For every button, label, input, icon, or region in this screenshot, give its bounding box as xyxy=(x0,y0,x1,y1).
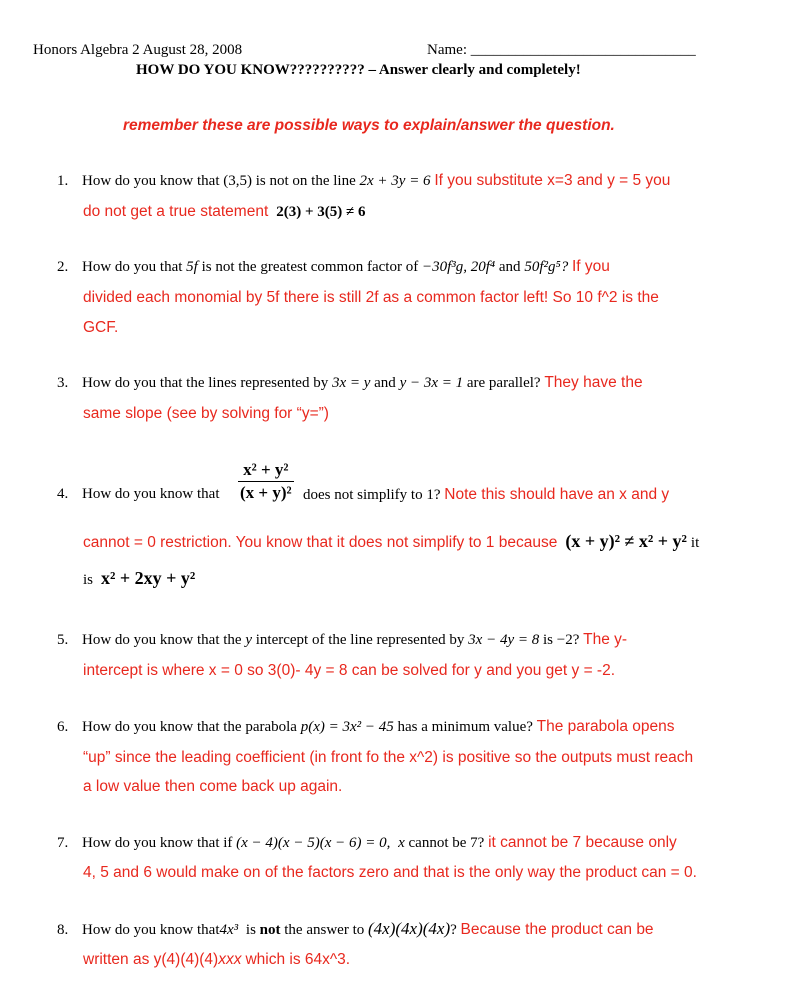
question-6 xyxy=(57,718,675,736)
y-variable: y xyxy=(245,632,252,648)
answer-1-continued xyxy=(83,203,366,221)
monomial-3: 50f²g⁵? xyxy=(524,259,569,275)
question-number: 7. xyxy=(57,835,69,851)
question-text: How do you that xyxy=(82,259,183,275)
question-3 xyxy=(57,374,643,392)
answer-line-1: Note this should have an x and y xyxy=(444,486,670,503)
monomial-2: 20f⁴ xyxy=(470,259,496,275)
question-text-2: the answer to xyxy=(284,922,365,938)
question-number: 8. xyxy=(57,922,69,938)
worksheet-subtitle: remember these are possible ways to explain/answer the question. xyxy=(123,117,615,134)
is-word: is xyxy=(245,922,256,938)
and-word: and xyxy=(374,375,396,391)
question-number: 5. xyxy=(57,632,69,648)
question-text: How do you know that xyxy=(82,173,220,189)
fraction-bar xyxy=(238,481,294,482)
point: (3,5) xyxy=(223,173,252,189)
answer-line-2: 4, 5 and 6 would make on of the factors zero and that is the only way the product can = 0. xyxy=(83,864,697,881)
question-text-2: is not on the line xyxy=(255,173,356,189)
answer-line-2a: written as y(4)(4)(4) xyxy=(83,951,219,968)
answer-line-3: a low value then come back up again. xyxy=(83,778,343,795)
answer-line-3: GCF. xyxy=(83,319,119,336)
answer-line-2c: which is 64x^3. xyxy=(245,951,351,968)
answer-line-2: “up” since the leading coefficient (in front fo the x^2) is positive so the outputs must reach xyxy=(83,749,694,766)
question-number: 2. xyxy=(57,259,69,275)
question-text-2: is not the greatest common factor of xyxy=(201,259,419,275)
question-number: 1. xyxy=(57,173,69,189)
answer-line-1: If you substitute x=3 and y = 5 you xyxy=(434,172,671,189)
it-word: it xyxy=(690,535,700,551)
and-word: and xyxy=(498,259,521,275)
answer-line-1: If you xyxy=(571,258,610,275)
x-variable: x xyxy=(398,835,405,851)
question-text-2: intercept of the line represented by xyxy=(255,632,465,648)
course-header: Honors Algebra 2 August 28, 2008 xyxy=(33,42,243,58)
factor: 5f xyxy=(186,259,198,275)
fraction-denominator: (x + y)² xyxy=(240,483,292,502)
answer-8-line-2 xyxy=(83,951,350,969)
answer-line-1: it cannot be 7 because only xyxy=(488,834,677,851)
answer-line-2b: xxx xyxy=(218,951,242,968)
fraction xyxy=(238,460,294,503)
question-number: 4. xyxy=(57,486,69,502)
question-1 xyxy=(57,172,670,190)
question-7 xyxy=(57,834,677,852)
question-text: How do you know that the xyxy=(82,632,242,648)
question-5 xyxy=(57,631,627,649)
question-text: How do you that the lines represented by xyxy=(82,375,329,391)
answer-line-2: intercept is where x = 0 so 3(0)- 4y = 8 can be solved for y and you get y = -2. xyxy=(83,662,616,679)
question-text: How do you know that xyxy=(82,922,220,938)
answer-4-line-3 xyxy=(83,568,195,589)
product-expression: (4x)(4x)(4x) xyxy=(368,919,451,938)
question-number: 6. xyxy=(57,719,69,735)
answer-line-2: do not get a true statement xyxy=(83,203,269,220)
answer-line-2: divided each monomial by 5f there is still 2f as a common factor left! So 10 f^2 is the xyxy=(83,289,659,306)
monomial-1: −30f³g, xyxy=(421,259,467,275)
product-equation: (x − 4)(x − 5)(x − 6) = 0, xyxy=(236,835,391,851)
question-number: 3. xyxy=(57,375,69,391)
worksheet-title: HOW DO YOU KNOW?????????? – Answer clearly and completely! xyxy=(136,62,581,78)
expression: 4x³ xyxy=(219,922,239,938)
question-4 xyxy=(57,486,220,503)
question-text-2: are parallel? xyxy=(466,375,541,391)
intercept-value: −2? xyxy=(556,632,580,648)
answer-line-2: same slope (see by solving for “y=”) xyxy=(83,405,329,422)
question-text: How do you know that the parabola xyxy=(82,719,297,735)
parabola-equation: p(x) = 3x² − 45 xyxy=(300,719,394,735)
equation-1: 3x = y xyxy=(331,375,371,391)
answer-line-1: The parabola opens xyxy=(536,718,675,735)
is-word: is xyxy=(83,572,94,588)
question-text-2: has a minimum value? xyxy=(397,719,533,735)
answer-line-1: Because the product can be xyxy=(460,921,654,938)
name-label: Name: ______________________________ xyxy=(427,42,696,58)
question-8 xyxy=(57,919,654,939)
question-text-2: cannot be 7? xyxy=(408,835,485,851)
answer-line-1: The y- xyxy=(583,631,628,648)
question-2 xyxy=(57,258,610,276)
answer-math-2: x² + 2xy + y² xyxy=(101,568,196,588)
answer-line-1: They have the xyxy=(544,374,643,391)
question-4-continued xyxy=(303,486,669,504)
answer-math: (x + y)² ≠ x² + y² xyxy=(565,531,687,551)
answer-line-2: cannot = 0 restriction. You know that it does not simplify to 1 because xyxy=(83,534,558,551)
line-equation: 3x − 4y = 8 xyxy=(468,632,540,648)
question-mark: ? xyxy=(450,922,457,938)
answer-4-line-2 xyxy=(83,531,699,552)
question-text-2: does not simplify to 1? xyxy=(303,487,441,503)
question-text: How do you know that xyxy=(82,486,220,502)
is-word: is xyxy=(542,632,553,648)
equation-2: y − 3x = 1 xyxy=(399,375,464,391)
not-word: not xyxy=(259,922,281,938)
fraction-numerator: x² + y² xyxy=(243,460,289,479)
line-equation: 2x + 3y = 6 xyxy=(359,173,431,189)
answer-math: 2(3) + 3(5) ≠ 6 xyxy=(276,204,366,220)
question-text: How do you know that if xyxy=(82,835,233,851)
